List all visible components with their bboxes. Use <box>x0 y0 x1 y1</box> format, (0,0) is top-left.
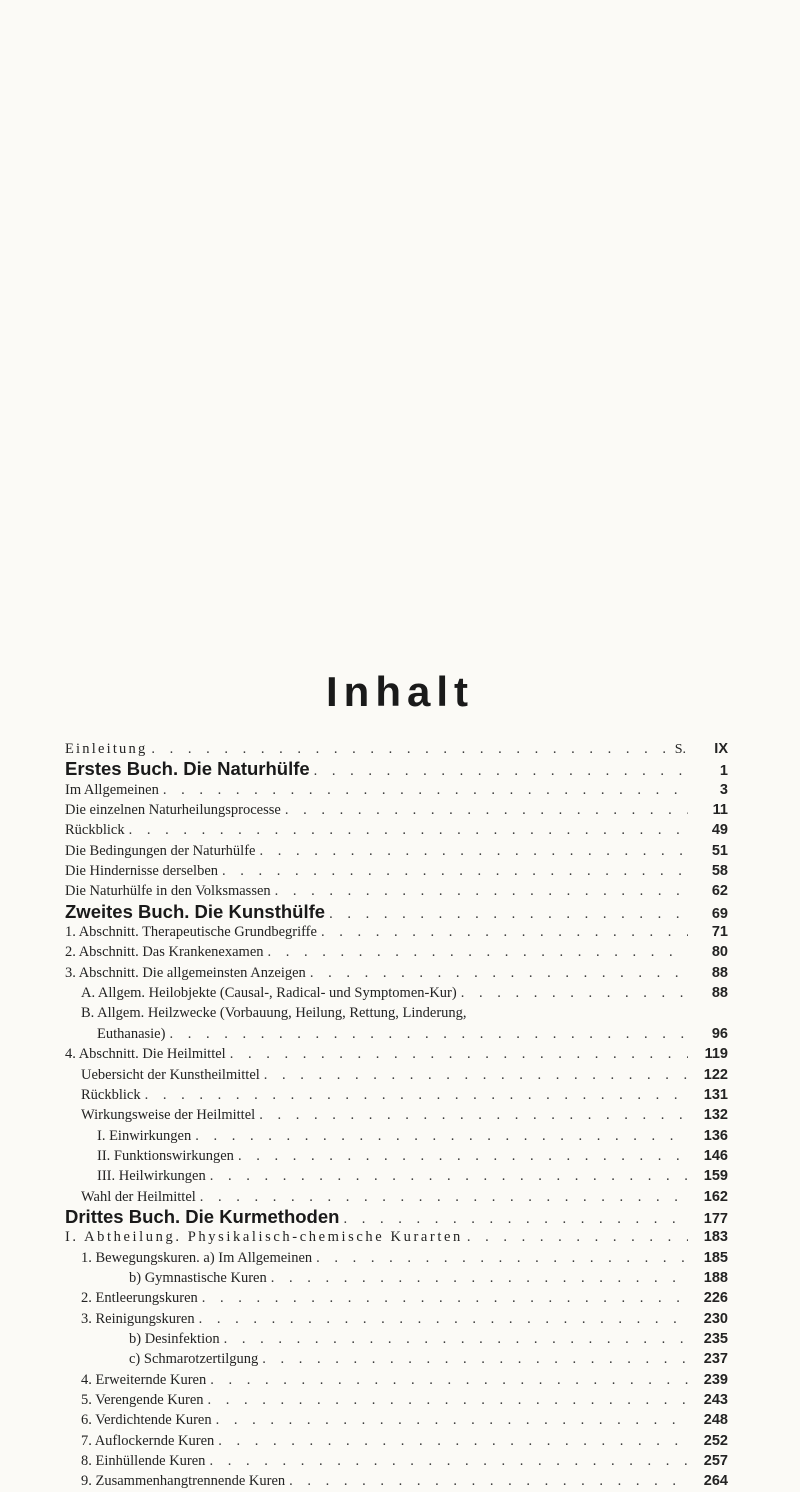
toc-entry-label: Erstes Buch. Die Naturhülfe <box>65 758 310 780</box>
toc-entry <box>65 1044 728 1064</box>
dot-leader <box>285 800 688 820</box>
toc-entry <box>65 1248 728 1268</box>
dot-leader <box>343 1209 688 1229</box>
toc-entry-page: 226 <box>703 1290 728 1307</box>
dot-leader <box>259 841 688 861</box>
toc-entry-label: Die Bedingungen der Naturhülfe <box>65 842 256 859</box>
toc-entry-einleitung <box>65 739 728 759</box>
toc-entry-page: 11 <box>712 802 728 819</box>
dot-leader <box>209 1451 688 1471</box>
dot-leader <box>224 1329 688 1349</box>
toc-book-heading <box>65 1207 728 1227</box>
toc-entry-page: 49 <box>711 822 728 839</box>
toc-entry-label: 2. Abschnitt. Das Krankenexamen <box>65 944 264 961</box>
toc-entry <box>65 800 728 820</box>
toc-entry-page: 71 <box>711 924 728 941</box>
dot-leader <box>129 820 688 840</box>
toc-entry-label: III. Heilwirkungen <box>97 1168 206 1185</box>
toc-entry-page: 185 <box>703 1249 728 1266</box>
toc-entry <box>65 1349 728 1369</box>
toc-entry-label: Zweites Buch. Die Kunsthülfe <box>65 900 326 922</box>
dot-leader <box>216 1410 688 1430</box>
toc-entry-label: Wahl der Heilmittel <box>81 1188 196 1205</box>
toc-entry <box>65 1390 728 1410</box>
dot-leader <box>259 1105 688 1125</box>
toc-entry <box>65 1187 728 1207</box>
dot-leader <box>275 881 688 901</box>
toc-entry-label: Die Hindernisse derselben <box>65 863 219 880</box>
toc-entry-page: 248 <box>703 1412 728 1429</box>
dot-leader <box>202 1288 688 1308</box>
toc-entry-label: Wirkungsweise der Heilmittel <box>81 1107 256 1124</box>
dot-leader <box>151 739 670 759</box>
dot-leader <box>208 1390 688 1410</box>
toc-entry <box>65 861 728 881</box>
toc-entry-page: 252 <box>703 1432 728 1449</box>
toc-entry <box>65 1451 728 1471</box>
toc-entry <box>65 1166 728 1186</box>
toc-entry-label: 3. Abschnitt. Die allgemeinsten Anzeigen <box>65 964 306 981</box>
dot-leader <box>218 1431 688 1451</box>
toc-entry-label: Im Allgemeinen <box>65 781 159 798</box>
toc-entry-label: b) Desinfektion <box>129 1330 220 1347</box>
dot-leader <box>210 1370 688 1390</box>
toc-entry <box>65 963 728 983</box>
toc-entry <box>65 1329 728 1349</box>
toc-entry-page: 264 <box>703 1473 728 1490</box>
toc-entry-label: I. Einwirkungen <box>97 1127 192 1144</box>
toc-entry <box>65 942 728 962</box>
toc-entry-label: Drittes Buch. Die Kurmethoden <box>65 1205 340 1227</box>
toc-entry-label: 4. Erweiternde Kuren <box>81 1371 207 1388</box>
toc-entry <box>65 983 728 1003</box>
toc-entry-page: 3 <box>719 781 728 798</box>
toc-entry-label: II. Funktionswirkungen <box>97 1147 234 1164</box>
dot-leader <box>195 1126 688 1146</box>
toc-entry-label: Die einzelnen Naturheilungsprocesse <box>65 802 281 819</box>
toc-entry-label: Rückblick <box>65 822 125 839</box>
toc-entry-page: 88 <box>711 964 728 981</box>
dot-leader <box>238 1146 688 1166</box>
toc-entry <box>65 1431 728 1451</box>
toc-entry <box>65 1105 728 1125</box>
dot-leader <box>321 922 688 942</box>
toc-entry-label: Einleitung <box>65 741 148 757</box>
toc-entry-label: 1. Bewegungskuren. a) Im Allgemeinen <box>81 1249 313 1266</box>
dot-leader <box>310 963 688 983</box>
toc-entry-page: 58 <box>711 863 728 880</box>
dot-leader <box>163 780 688 800</box>
toc-entry-page: 80 <box>711 944 728 961</box>
toc-entry-label: 2. Entleerungskuren <box>81 1290 198 1307</box>
toc-entry-page: 230 <box>703 1310 728 1327</box>
toc-entry-label: b) Gymnastische Kuren <box>129 1269 267 1286</box>
toc-entry <box>65 841 728 861</box>
table-of-contents <box>65 739 728 1492</box>
toc-entry-label: Uebersicht der Kunstheilmittel <box>81 1066 260 1083</box>
toc-entry <box>65 1471 728 1491</box>
toc-entry-page: 159 <box>703 1168 728 1185</box>
toc-entry <box>65 780 728 800</box>
toc-entry-page: 188 <box>703 1269 728 1286</box>
toc-entry <box>65 922 728 942</box>
toc-entry-label: A. Allgem. Heilobjekte (Causal-, Radical- und Symptomen-Kur) <box>81 985 457 1002</box>
dot-leader <box>169 1024 688 1044</box>
toc-entry <box>65 1370 728 1390</box>
dot-leader <box>264 1065 688 1085</box>
dot-leader <box>268 942 688 962</box>
toc-entry <box>65 1024 728 1044</box>
dot-leader <box>461 983 688 1003</box>
toc-entry <box>65 1065 728 1085</box>
toc-entry-page: 177 <box>703 1210 728 1227</box>
toc-entry-label: 6. Verdichtende Kuren <box>81 1412 212 1429</box>
toc-entry-label: 9. Zusammenhangtrennende Kuren <box>81 1473 286 1490</box>
toc-entry-label: Rückblick <box>81 1086 141 1103</box>
toc-entry-page: 122 <box>703 1066 728 1083</box>
toc-entry-page: 119 <box>704 1046 728 1063</box>
toc-entry-page: 243 <box>703 1392 728 1408</box>
toc-entry-page: 237 <box>703 1351 728 1368</box>
toc-entry-page: IX <box>714 741 728 757</box>
toc-entry-page: 162 <box>703 1188 728 1205</box>
toc-entry-label: I. Abtheilung. Physikalisch-chemische Kurarten <box>65 1229 463 1246</box>
toc-book-heading <box>65 902 728 922</box>
dot-leader <box>200 1187 688 1207</box>
toc-entry <box>65 1268 728 1288</box>
toc-entry-page: 62 <box>711 883 728 900</box>
toc-entry-page: 51 <box>711 842 728 859</box>
toc-entry <box>65 1288 728 1308</box>
toc-entry-page: 132 <box>703 1107 728 1124</box>
toc-entry-page: 235 <box>703 1330 728 1347</box>
toc-entry-page: 96 <box>711 1025 728 1042</box>
dot-leader <box>199 1309 688 1329</box>
toc-entry-page: 69 <box>711 905 728 922</box>
toc-entry <box>65 1227 728 1247</box>
toc-entry-page: 1 <box>719 763 728 780</box>
dot-leader <box>145 1085 688 1105</box>
toc-entry <box>65 881 728 901</box>
toc-entry-page: 239 <box>703 1371 728 1388</box>
page-prefix: S. <box>674 742 686 757</box>
toc-entry-page: 146 <box>703 1147 728 1164</box>
toc-entry-page: 131 <box>703 1086 728 1103</box>
toc-book-heading <box>65 759 728 779</box>
dot-leader <box>289 1471 688 1491</box>
toc-entry-label: 4. Abschnitt. Die Heilmittel <box>65 1046 226 1063</box>
toc-entry-page: 257 <box>703 1453 728 1470</box>
toc-entry <box>65 1410 728 1430</box>
dot-leader <box>314 761 688 781</box>
dot-leader <box>222 861 688 881</box>
toc-entry-label: 8. Einhüllende Kuren <box>81 1453 206 1470</box>
toc-entry-page: 88 <box>711 985 728 1002</box>
toc-entry-label: Die Naturhülfe in den Volksmassen <box>65 883 271 900</box>
toc-entry <box>65 1085 728 1105</box>
dot-leader <box>210 1166 688 1186</box>
toc-entry <box>65 1003 728 1023</box>
dot-leader <box>329 904 688 924</box>
toc-entry-page: 183 <box>703 1229 728 1246</box>
toc-entry-page: 136 <box>703 1127 728 1144</box>
toc-entry <box>65 820 728 840</box>
toc-entry-label: 1. Abschnitt. Therapeutische Grundbegriffe <box>65 924 317 941</box>
dot-leader <box>262 1349 688 1369</box>
toc-entry-label: 3. Reinigungskuren <box>81 1310 195 1327</box>
toc-entry-label: Euthanasie) <box>97 1025 166 1042</box>
toc-entry-label: B. Allgem. Heilzwecke (Vorbauung, Heilung, Rettung, Linderung, <box>81 1005 467 1022</box>
dot-leader <box>316 1248 688 1268</box>
toc-entry <box>65 1126 728 1146</box>
toc-entry-label: 7. Auflockernde Kuren <box>81 1432 215 1449</box>
dot-leader <box>271 1268 688 1288</box>
toc-entry-label: 5. Verengende Kuren <box>81 1392 204 1408</box>
toc-entry-label: c) Schmarotzertilgung <box>129 1351 259 1368</box>
toc-entry <box>65 1146 728 1166</box>
page-title: Inhalt <box>326 668 474 715</box>
dot-leader <box>467 1227 688 1247</box>
toc-entry <box>65 1309 728 1329</box>
dot-leader <box>230 1044 688 1064</box>
